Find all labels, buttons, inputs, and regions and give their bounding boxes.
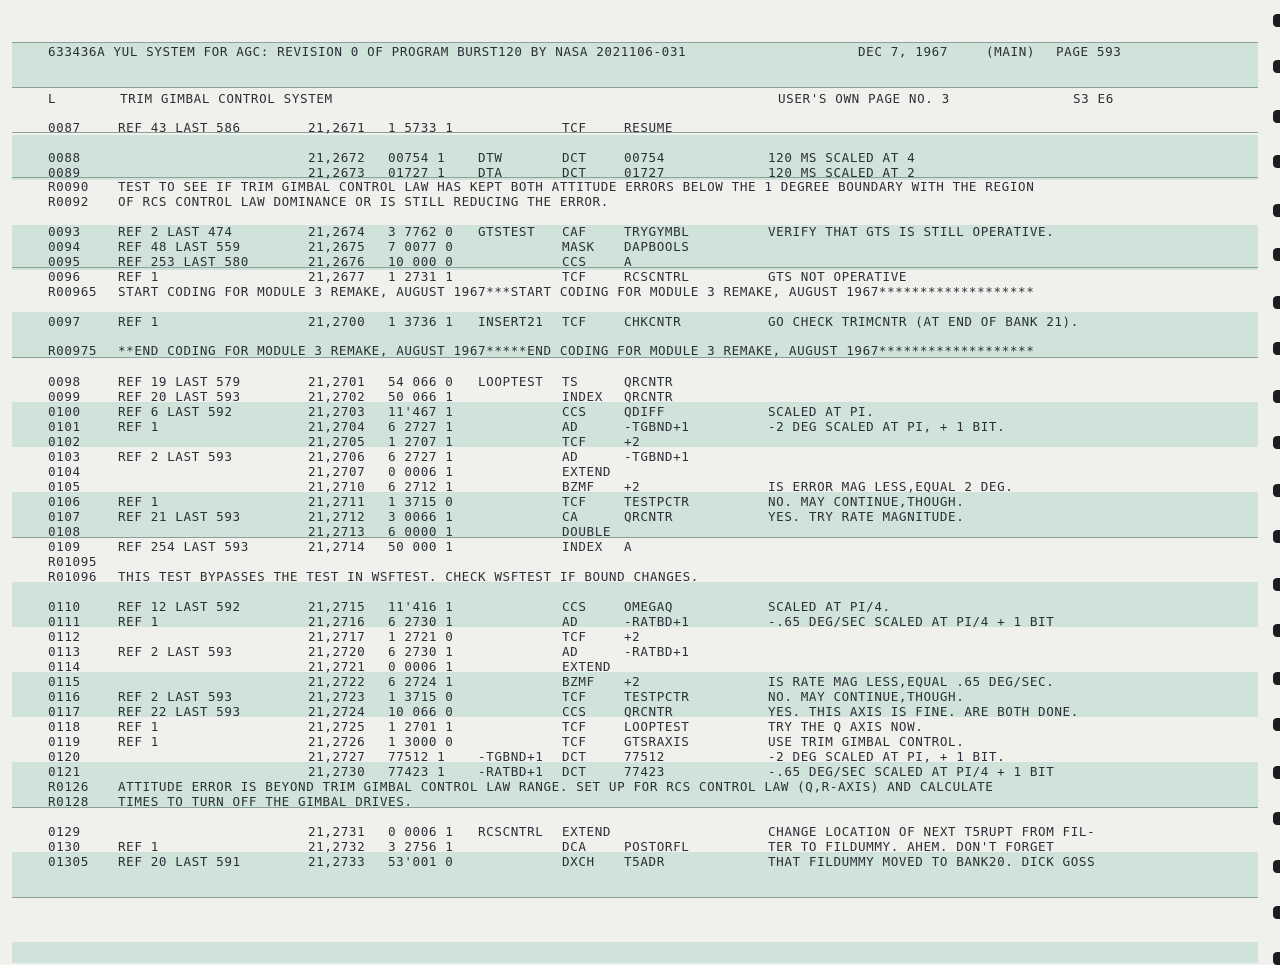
listing-line: 0100 [48, 404, 81, 419]
feed-hole [1273, 860, 1280, 873]
listing-code: 54 066 0 [388, 374, 454, 389]
listing-op: DCT [562, 165, 587, 180]
listing-operand: -TGBND+1 [624, 419, 690, 434]
listing-operand: POSTORFL [624, 839, 690, 854]
listing-addr: 21,2710 [308, 479, 366, 494]
listing-operand: RESUME [624, 120, 674, 135]
listing-comment: IS ERROR MAG LESS,EQUAL 2 DEG. [768, 479, 1014, 494]
listing-line: 0088 [48, 150, 81, 165]
listing-code: 0 0006 1 [388, 464, 454, 479]
listing-op: TCF [562, 494, 587, 509]
listing-op: DCT [562, 749, 587, 764]
listing-comment: -2 DEG SCALED AT PI, + 1 BIT. [768, 749, 1006, 764]
listing-comment: YES. THIS AXIS IS FINE. ARE BOTH DONE. [768, 704, 1079, 719]
listing-code: 10 066 0 [388, 704, 454, 719]
listing-comment: -.65 DEG/SEC SCALED AT PI/4 + 1 BIT [768, 614, 1055, 629]
listing-code: 1 3715 0 [388, 689, 454, 704]
listing-op: DXCH [562, 854, 595, 869]
listing-op: AD [562, 614, 579, 629]
listing-addr: 21,2717 [308, 629, 366, 644]
listing-op: EXTEND [562, 659, 612, 674]
subheader-label: L [48, 91, 57, 106]
listing-line: R0126 [48, 779, 89, 794]
listing-comment: SCALED AT PI/4. [768, 599, 891, 614]
listing-op: AD [562, 419, 579, 434]
listing-code: 7 0077 0 [388, 239, 454, 254]
listing-code: 6 2730 1 [388, 614, 454, 629]
listing-line: 0121 [48, 764, 81, 779]
listing-comment: VERIFY THAT GTS IS STILL OPERATIVE. [768, 224, 1055, 239]
listing-code: 0 0006 1 [388, 659, 454, 674]
header-title: 633436A YUL SYSTEM FOR AGC: REVISION 0 OF PROGRAM BURST120 BY NASA 2021106-031 [48, 44, 687, 59]
listing-operand: 01727 [624, 165, 665, 180]
listing-code: 50 066 1 [388, 389, 454, 404]
listing-addr: 21,2676 [308, 254, 366, 269]
listing-text: THIS TEST BYPASSES THE TEST IN WSFTEST. CHECK WSFTEST IF BOUND CHANGES. [118, 569, 699, 584]
listing-op: TCF [562, 689, 587, 704]
listing-op: TCF [562, 629, 587, 644]
listing-ref: REF 1 [118, 494, 159, 509]
listing-addr: 21,2706 [308, 449, 366, 464]
listing-line: 0102 [48, 434, 81, 449]
listing-line: 0104 [48, 464, 81, 479]
listing-op: AD [562, 449, 579, 464]
listing-line: R0092 [48, 194, 89, 209]
listing-operand: 77423 [624, 764, 665, 779]
listing-line: 0112 [48, 629, 81, 644]
listing-label: RCSCNTRL [478, 824, 544, 839]
listing-op: TCF [562, 719, 587, 734]
listing-operand: GTSRAXIS [624, 734, 690, 749]
listing-label: LOOPTEST [478, 374, 544, 389]
listing-op: TCF [562, 120, 587, 135]
listing-ref: REF 1 [118, 734, 159, 749]
listing-ref: REF 20 LAST 591 [118, 854, 241, 869]
listing-line: 0097 [48, 314, 81, 329]
listing-comment: THAT FILDUMMY MOVED TO BANK20. DICK GOSS [768, 854, 1096, 869]
listing-comment: SCALED AT PI. [768, 404, 875, 419]
listing-operand: -TGBND+1 [624, 449, 690, 464]
listing-comment: 120 MS SCALED AT 4 [768, 150, 916, 165]
listing-code: 10 000 0 [388, 254, 454, 269]
listing-code: 0 0006 1 [388, 824, 454, 839]
listing-code: 6 0000 1 [388, 524, 454, 539]
listing-operand: +2 [624, 629, 641, 644]
listing-line: 0105 [48, 479, 81, 494]
listing-addr: 21,2716 [308, 614, 366, 629]
listing-comment: IS RATE MAG LESS,EQUAL .65 DEG/SEC. [768, 674, 1055, 689]
listing-op: MASK [562, 239, 595, 254]
listing-addr: 21,2701 [308, 374, 366, 389]
listing-operand: TRYGYMBL [624, 224, 690, 239]
listing-ref: REF 2 LAST 474 [118, 224, 233, 239]
listing-comment: -2 DEG SCALED AT PI, + 1 BIT. [768, 419, 1006, 434]
listing-line: R01095 [48, 554, 98, 569]
listing-label: -RATBD+1 [478, 764, 544, 779]
listing-op: TCF [562, 734, 587, 749]
listing-addr: 21,2677 [308, 269, 366, 284]
listing-label: DTA [478, 165, 503, 180]
listing-label: -TGBND+1 [478, 749, 544, 764]
listing-addr: 21,2723 [308, 689, 366, 704]
listing-ref: REF 1 [118, 269, 159, 284]
listing-comment: GTS NOT OPERATIVE [768, 269, 908, 284]
listing-line: 0115 [48, 674, 81, 689]
listing-ref: REF 12 LAST 592 [118, 599, 241, 614]
listing-line: 0094 [48, 239, 81, 254]
listing-code: 6 2724 1 [388, 674, 454, 689]
listing-addr: 21,2712 [308, 509, 366, 524]
listing-addr: 21,2730 [308, 764, 366, 779]
listing-line: 0109 [48, 539, 81, 554]
listing-comment: TRY THE Q AXIS NOW. [768, 719, 924, 734]
listing-text: OF RCS CONTROL LAW DOMINANCE OR IS STILL REDUCING THE ERROR. [118, 194, 609, 209]
listing-operand: +2 [624, 479, 641, 494]
listing-op: TCF [562, 434, 587, 449]
listing-line: R0090 [48, 179, 89, 194]
listing-op: TCF [562, 314, 587, 329]
listing-line: 0110 [48, 599, 81, 614]
listing-operand: +2 [624, 434, 641, 449]
listing-text: TEST TO SEE IF TRIM GIMBAL CONTROL LAW HAS KEPT BOTH ATTITUDE ERRORS BELOW THE 1 DEGREE BOUNDARY WITH THE REGION [118, 179, 1035, 194]
listing-code: 6 2727 1 [388, 419, 454, 434]
listing-line: 0087 [48, 120, 81, 135]
listing-op: CA [562, 509, 579, 524]
listing-operand: TESTPCTR [624, 689, 690, 704]
listing-addr: 21,2675 [308, 239, 366, 254]
listing-ref: REF 21 LAST 593 [118, 509, 241, 524]
listing-op: CCS [562, 704, 587, 719]
feed-hole [1273, 766, 1280, 779]
header-date: DEC 7, 1967 [858, 44, 949, 59]
subheader-title: TRIM GIMBAL CONTROL SYSTEM [120, 91, 333, 106]
listing-comment: -.65 DEG/SEC SCALED AT PI/4 + 1 BIT [768, 764, 1055, 779]
listing-addr: 21,2731 [308, 824, 366, 839]
listing-line: 0129 [48, 824, 81, 839]
subheader-code: S3 E6 [1073, 91, 1114, 106]
listing-addr: 21,2673 [308, 165, 366, 180]
listing-op: BZMF [562, 674, 595, 689]
listing-line: 0107 [48, 509, 81, 524]
listing-ref: REF 19 LAST 579 [118, 374, 241, 389]
listing-operand: A [624, 254, 633, 269]
listing-ref: REF 254 LAST 593 [118, 539, 249, 554]
listing-addr: 21,2674 [308, 224, 366, 239]
rule-line [12, 87, 1258, 88]
listing-code: 11'467 1 [388, 404, 454, 419]
listing-addr: 21,2671 [308, 120, 366, 135]
listing-operand: CHKCNTR [624, 314, 682, 329]
listing-label: DTW [478, 150, 503, 165]
listing-ref: REF 20 LAST 593 [118, 389, 241, 404]
listing-code: 50 000 1 [388, 539, 454, 554]
listing-operand: QDIFF [624, 404, 665, 419]
listing-line: 0093 [48, 224, 81, 239]
listing-comment: YES. TRY RATE MAGNITUDE. [768, 509, 965, 524]
listing-comment: USE TRIM GIMBAL CONTROL. [768, 734, 965, 749]
listing-addr: 21,2702 [308, 389, 366, 404]
listing-line: 0099 [48, 389, 81, 404]
listing-ref: REF 2 LAST 593 [118, 644, 233, 659]
listing-addr: 21,2711 [308, 494, 366, 509]
listing-code: 1 3715 0 [388, 494, 454, 509]
listing-addr: 21,2713 [308, 524, 366, 539]
feed-hole [1273, 110, 1280, 123]
listing-line: 0130 [48, 839, 81, 854]
feed-hole [1273, 484, 1280, 497]
feed-hole [1273, 718, 1280, 731]
feed-hole [1273, 155, 1280, 168]
listing-op: CCS [562, 254, 587, 269]
feed-hole [1273, 342, 1280, 355]
listing-op: CCS [562, 404, 587, 419]
listing-code: 01727 1 [388, 165, 446, 180]
listing-operand: +2 [624, 674, 641, 689]
feed-hole [1273, 248, 1280, 261]
listing-op: DCT [562, 764, 587, 779]
listing-addr: 21,2732 [308, 839, 366, 854]
listing-code: 6 2730 1 [388, 644, 454, 659]
listing-line: 0108 [48, 524, 81, 539]
listing-operand: 00754 [624, 150, 665, 165]
listing-addr: 21,2715 [308, 599, 366, 614]
listing-line: 0116 [48, 689, 81, 704]
listing-code: 1 3000 0 [388, 734, 454, 749]
listing-operand: 77512 [624, 749, 665, 764]
feed-hole [1273, 530, 1280, 543]
listing-ref: REF 6 LAST 592 [118, 404, 233, 419]
listing-line: 0117 [48, 704, 81, 719]
listing-code: 1 2731 1 [388, 269, 454, 284]
listing-comment: TER TO FILDUMMY. AHEM. DON'T FORGET [768, 839, 1055, 854]
listing-code: 3 2756 1 [388, 839, 454, 854]
feed-hole [1273, 390, 1280, 403]
feed-hole [1273, 812, 1280, 825]
listing-operand: TESTPCTR [624, 494, 690, 509]
listing-line: 0089 [48, 165, 81, 180]
listing-ref: REF 1 [118, 839, 159, 854]
listing-op: DCA [562, 839, 587, 854]
listing-addr: 21,2672 [308, 150, 366, 165]
listing-line: R00975 [48, 343, 98, 358]
listing-text: TIMES TO TURN OFF THE GIMBAL DRIVES. [118, 794, 413, 809]
listing-code: 53'001 0 [388, 854, 454, 869]
feed-hole [1273, 906, 1280, 919]
listing-operand: QRCNTR [624, 374, 674, 389]
listing-code: 6 2712 1 [388, 479, 454, 494]
listing-line: 0101 [48, 419, 81, 434]
listing-code: 1 2701 1 [388, 719, 454, 734]
listing-comment: NO. MAY CONTINUE,THOUGH. [768, 494, 965, 509]
listing-code: 6 2727 1 [388, 449, 454, 464]
listing-op: CCS [562, 599, 587, 614]
listing-code: 11'416 1 [388, 599, 454, 614]
listing-addr: 21,2700 [308, 314, 366, 329]
listing-addr: 21,2703 [308, 404, 366, 419]
feed-hole [1273, 60, 1280, 73]
listing-ref: REF 22 LAST 593 [118, 704, 241, 719]
listing-ref: REF 1 [118, 419, 159, 434]
listing-addr: 21,2707 [308, 464, 366, 479]
listing-code: 1 2707 1 [388, 434, 454, 449]
listing-addr: 21,2704 [308, 419, 366, 434]
listing-ref: REF 1 [118, 614, 159, 629]
listing-operand: QRCNTR [624, 389, 674, 404]
listing-op: BZMF [562, 479, 595, 494]
listing-operand: RCSCNTRL [624, 269, 690, 284]
listing-addr: 21,2726 [308, 734, 366, 749]
feed-hole [1273, 624, 1280, 637]
listing-code: 77512 1 [388, 749, 446, 764]
listing-line: 0118 [48, 719, 81, 734]
listing-ref: REF 2 LAST 593 [118, 449, 233, 464]
listing-ref: REF 1 [118, 719, 159, 734]
listing-code: 77423 1 [388, 764, 446, 779]
listing-line: R0128 [48, 794, 89, 809]
feed-hole [1273, 672, 1280, 685]
listing-ref: REF 2 LAST 593 [118, 689, 233, 704]
listing-line: 0120 [48, 749, 81, 764]
listing-addr: 21,2722 [308, 674, 366, 689]
listing-operand: -RATBD+1 [624, 644, 690, 659]
listing-op: AD [562, 644, 579, 659]
listing-code: 1 3736 1 [388, 314, 454, 329]
listing-addr: 21,2724 [308, 704, 366, 719]
listing-operand: DAPBOOLS [624, 239, 690, 254]
listing-line: 0098 [48, 374, 81, 389]
listing-line: 0114 [48, 659, 81, 674]
listing-label: GTSTEST [478, 224, 536, 239]
feed-hole [1273, 296, 1280, 309]
listing-comment: GO CHECK TRIMCNTR (AT END OF BANK 21). [768, 314, 1079, 329]
listing-op: DCT [562, 150, 587, 165]
listing-line: 0119 [48, 734, 81, 749]
listing-ref: REF 1 [118, 314, 159, 329]
listing-text: START CODING FOR MODULE 3 REMAKE, AUGUST 1967***START CODING FOR MODULE 3 REMAKE, AUGUST 1967******************* [118, 284, 1035, 299]
listing-ref: REF 48 LAST 559 [118, 239, 241, 254]
rule-line [12, 537, 1258, 538]
listing-comment: 120 MS SCALED AT 2 [768, 165, 916, 180]
listing-op: TS [562, 374, 579, 389]
listing-operand: A [624, 539, 633, 554]
listing-operand: T5ADR [624, 854, 665, 869]
listing-line: R01096 [48, 569, 98, 584]
listing-line: 0095 [48, 254, 81, 269]
feed-hole [1273, 578, 1280, 591]
listing-code: 3 0066 1 [388, 509, 454, 524]
listing-operand: QRCNTR [624, 704, 674, 719]
listing-code: 3 7762 0 [388, 224, 454, 239]
listing-label: INSERT21 [478, 314, 544, 329]
listing-addr: 21,2720 [308, 644, 366, 659]
listing-line: R00965 [48, 284, 98, 299]
listing-addr: 21,2727 [308, 749, 366, 764]
listing-addr: 21,2705 [308, 434, 366, 449]
listing-op: INDEX [562, 389, 603, 404]
listing-addr: 21,2721 [308, 659, 366, 674]
listing-ref: REF 253 LAST 580 [118, 254, 249, 269]
feed-hole [1273, 204, 1280, 217]
listing-comment: NO. MAY CONTINUE,THOUGH. [768, 689, 965, 704]
listing-addr: 21,2733 [308, 854, 366, 869]
listing-operand: -RATBD+1 [624, 614, 690, 629]
header-main: (MAIN) [986, 44, 1036, 59]
listing-operand: QRCNTR [624, 509, 674, 524]
listing-op: EXTEND [562, 824, 612, 839]
subheader-users-page: USER'S OWN PAGE NO. 3 [778, 91, 950, 106]
tractor-feed-holes [1266, 0, 1280, 963]
feed-hole [1273, 14, 1280, 27]
listing-operand: OMEGAQ [624, 599, 674, 614]
listing-text: ATTITUDE ERROR IS BEYOND TRIM GIMBAL CONTROL LAW RANGE. SET UP FOR RCS CONTROL LAW (Q,R-AXIS) AND CALCULATE [118, 779, 994, 794]
listing-addr: 21,2725 [308, 719, 366, 734]
feed-hole [1273, 436, 1280, 449]
listing-ref: REF 43 LAST 586 [118, 120, 241, 135]
listing-line: 0096 [48, 269, 81, 284]
listing-op: INDEX [562, 539, 603, 554]
rule-line [12, 897, 1258, 898]
paper-band [12, 942, 1258, 963]
listing-comment: CHANGE LOCATION OF NEXT T5RUPT FROM FIL- [768, 824, 1096, 839]
listing-line: 0103 [48, 449, 81, 464]
listing-code: 1 2721 0 [388, 629, 454, 644]
listing-op: DOUBLE [562, 524, 612, 539]
listing-line: 01305 [48, 854, 89, 869]
listing-line: 0113 [48, 644, 81, 659]
listing-op: EXTEND [562, 464, 612, 479]
listing-operand: LOOPTEST [624, 719, 690, 734]
listing-op: CAF [562, 224, 587, 239]
listing-text: **END CODING FOR MODULE 3 REMAKE, AUGUST 1967*****END CODING FOR MODULE 3 REMAKE, AUGUST 1967******************* [118, 343, 1035, 358]
listing-code: 00754 1 [388, 150, 446, 165]
header-page: PAGE 593 [1056, 44, 1122, 59]
listing-op: TCF [562, 269, 587, 284]
feed-hole [1273, 952, 1280, 965]
listing-code: 1 5733 1 [388, 120, 454, 135]
listing-line: 0111 [48, 614, 81, 629]
listing-addr: 21,2714 [308, 539, 366, 554]
listing-line: 0106 [48, 494, 81, 509]
rule-line [12, 42, 1258, 43]
